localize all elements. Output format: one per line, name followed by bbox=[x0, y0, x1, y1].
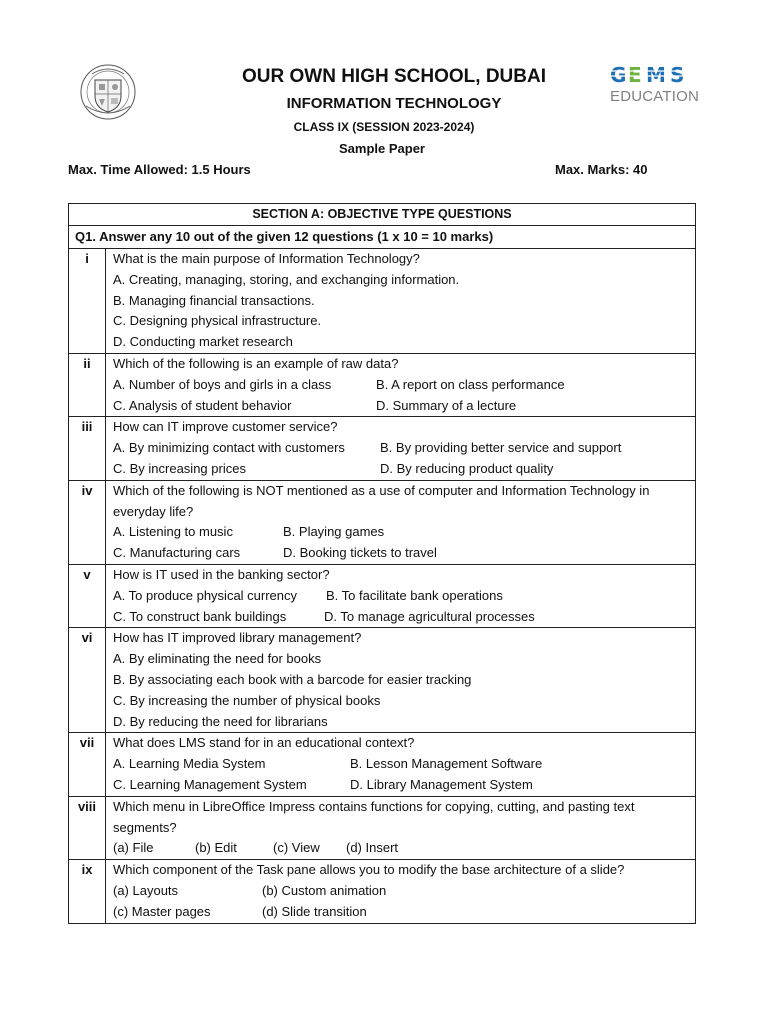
question-row bbox=[69, 417, 696, 480]
option: (d) Slide transition bbox=[262, 903, 367, 919]
option: B. To facilitate bank operations bbox=[326, 587, 503, 603]
question-number: vii bbox=[69, 733, 106, 796]
question-body bbox=[106, 564, 696, 627]
svg-text:G: G bbox=[610, 64, 628, 86]
question-body bbox=[106, 628, 696, 733]
svg-text:M: M bbox=[646, 64, 667, 86]
option: A. To produce physical currency bbox=[113, 587, 298, 603]
question-body bbox=[106, 353, 696, 416]
question-text-continued: segments? bbox=[113, 819, 177, 835]
option: (c) View bbox=[273, 840, 320, 856]
question-row bbox=[69, 480, 696, 564]
question-body bbox=[106, 249, 696, 354]
option: D. Library Management System bbox=[350, 776, 533, 792]
question-body bbox=[106, 480, 696, 564]
option: (a) File bbox=[113, 840, 154, 856]
option: C. By increasing prices bbox=[113, 460, 246, 476]
question-row bbox=[69, 353, 696, 416]
max-marks: Max. Marks: 40 bbox=[555, 162, 648, 177]
option: D. Booking tickets to travel bbox=[283, 545, 437, 561]
question-row bbox=[69, 796, 696, 859]
section-instruction: Q1. Answer any 10 out of the given 12 questions (1 x 10 = 10 marks) bbox=[69, 226, 696, 249]
option-row bbox=[113, 438, 689, 459]
option: (d) Insert bbox=[346, 840, 399, 856]
option: C. To construct bank buildings bbox=[113, 608, 287, 624]
question-text-continued: everyday life? bbox=[113, 503, 194, 519]
option-row bbox=[113, 586, 689, 607]
option-row bbox=[113, 775, 689, 796]
option-row bbox=[113, 607, 689, 628]
class-session: CLASS IX (SESSION 2023-2024) bbox=[293, 120, 475, 134]
option: C. Learning Management System bbox=[113, 776, 307, 792]
option: (b) Custom animation bbox=[262, 882, 387, 898]
paper-type: Sample Paper bbox=[339, 141, 425, 156]
question-text: How can IT improve customer service? bbox=[113, 419, 338, 435]
question-number: vi bbox=[69, 628, 106, 733]
question-body bbox=[106, 733, 696, 796]
option: C. Designing physical infrastructure. bbox=[113, 313, 322, 329]
option: A. By eliminating the need for books bbox=[113, 651, 322, 667]
option: B. By providing better service and support bbox=[380, 440, 622, 456]
option: (b) Edit bbox=[195, 840, 237, 856]
option: (a) Layouts bbox=[113, 882, 179, 898]
option: C. Manufacturing cars bbox=[113, 545, 241, 561]
svg-text:E: E bbox=[628, 64, 643, 86]
option-row bbox=[113, 396, 689, 417]
question-number: v bbox=[69, 564, 106, 627]
instruction-row bbox=[69, 226, 696, 249]
question-row bbox=[69, 564, 696, 627]
question-row bbox=[69, 860, 696, 923]
option: C. By increasing the number of physical books bbox=[113, 692, 381, 708]
question-number: ii bbox=[69, 353, 106, 416]
max-time: Max. Time Allowed: 1.5 Hours bbox=[68, 162, 251, 177]
option-row bbox=[113, 375, 689, 396]
option: A. Learning Media System bbox=[113, 756, 266, 772]
question-text: How is IT used in the banking sector? bbox=[113, 566, 330, 582]
question-number: viii bbox=[69, 796, 106, 859]
option: D. By reducing the need for librarians bbox=[113, 713, 328, 729]
option-row bbox=[113, 754, 689, 775]
question-row bbox=[69, 249, 696, 354]
question-text: Which menu in LibreOffice Impress contains functions for copying, cutting, and pasting text bbox=[113, 798, 635, 814]
option: B. Lesson Management Software bbox=[350, 756, 543, 772]
option: A. By minimizing contact with customers bbox=[113, 440, 345, 456]
option: D. By reducing product quality bbox=[380, 460, 554, 476]
option: A. Listening to music bbox=[113, 524, 233, 540]
question-text: Which of the following is an example of raw data? bbox=[113, 355, 399, 371]
question-text: Which component of the Task pane allows you to modify the base architecture of a slide? bbox=[113, 862, 625, 878]
option: D. To manage agricultural processes bbox=[324, 608, 535, 624]
school-name: OUR OWN HIGH SCHOOL, DUBAI bbox=[242, 66, 546, 87]
option-row bbox=[113, 902, 689, 923]
option-row bbox=[113, 459, 689, 480]
question-table bbox=[68, 203, 696, 924]
question-number: iv bbox=[69, 480, 106, 564]
option-row bbox=[113, 522, 689, 543]
svg-text:S: S bbox=[670, 64, 686, 86]
option: B. A report on class performance bbox=[376, 376, 565, 392]
option: D. Conducting market research bbox=[113, 334, 293, 350]
section-header-row bbox=[69, 204, 696, 226]
question-text: What does LMS stand for in an educational context? bbox=[113, 735, 415, 751]
question-number: i bbox=[69, 249, 106, 354]
question-row bbox=[69, 733, 696, 796]
question-text: How has IT improved library management? bbox=[113, 630, 362, 646]
question-number: iii bbox=[69, 417, 106, 480]
option: A. Number of boys and girls in a class bbox=[113, 376, 332, 392]
question-body bbox=[106, 796, 696, 859]
question-body bbox=[106, 860, 696, 923]
option: B. Playing games bbox=[283, 524, 385, 540]
option: (c) Master pages bbox=[113, 903, 211, 919]
option: B. By associating each book with a barcode for easier tracking bbox=[113, 671, 472, 687]
option: D. Summary of a lecture bbox=[376, 397, 517, 413]
question-text: What is the main purpose of Information Technology? bbox=[113, 251, 420, 266]
question-body bbox=[106, 417, 696, 480]
question-text: Which of the following is NOT mentioned as a use of computer and Information Technology in bbox=[113, 482, 650, 498]
option: B. Managing financial transactions. bbox=[113, 292, 315, 308]
option-row bbox=[113, 543, 689, 564]
question-number: ix bbox=[69, 860, 106, 923]
section-title: SECTION A: OBJECTIVE TYPE QUESTIONS bbox=[69, 204, 696, 226]
option: A. Creating, managing, storing, and exchanging information. bbox=[113, 271, 460, 287]
option-row bbox=[113, 838, 689, 859]
subject-title: INFORMATION TECHNOLOGY bbox=[286, 95, 502, 112]
option: C. Analysis of student behavior bbox=[113, 397, 292, 413]
question-row bbox=[69, 628, 696, 733]
gems-education-label: EDUCATION bbox=[610, 88, 700, 105]
option-row bbox=[113, 881, 689, 902]
